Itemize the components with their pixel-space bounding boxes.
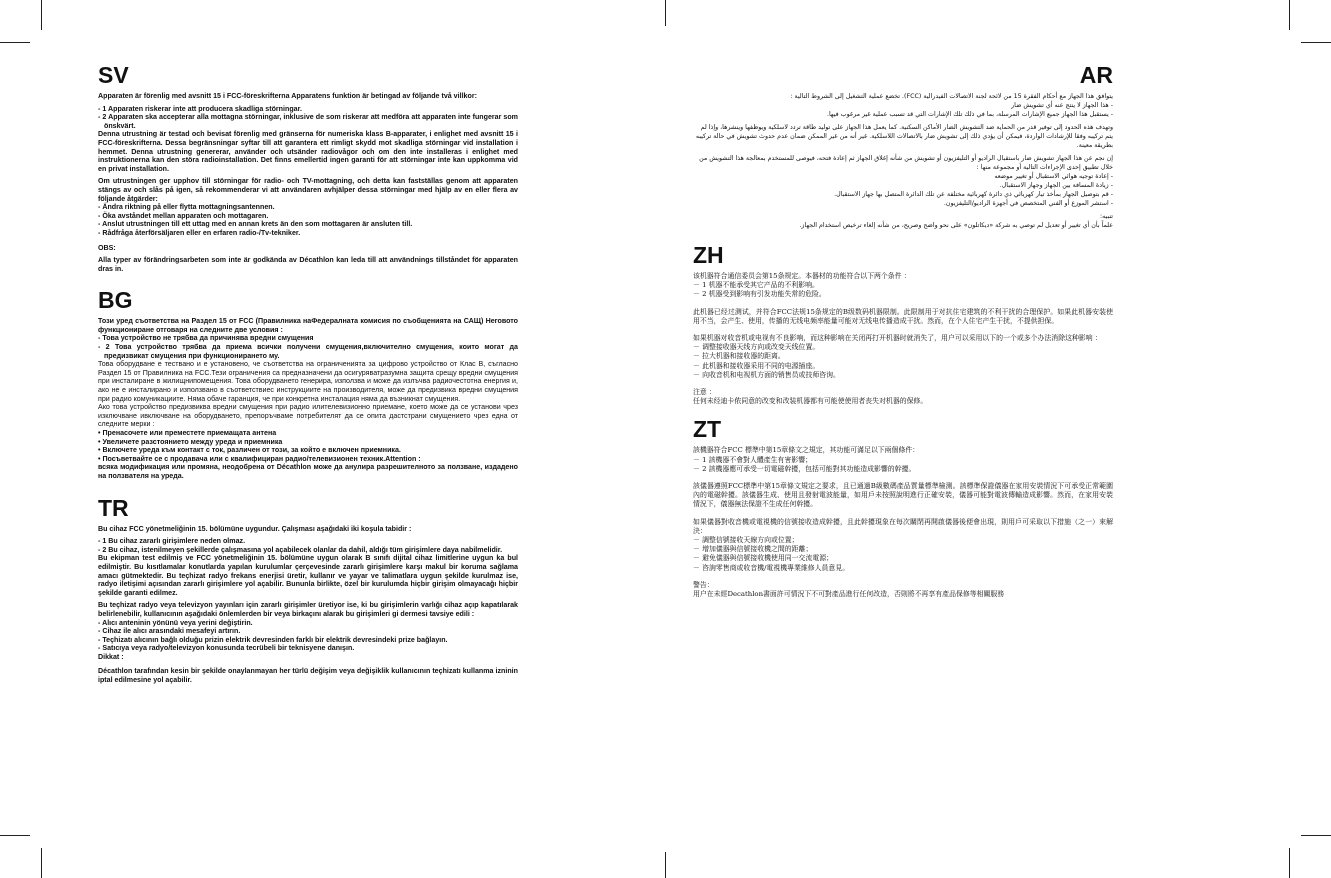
paragraph: Това оборудване е тествано и е установено, че съответства на ограниченията за цифрово устройство от Клас B, съгласно Раздел 15 от Правилника на FCC.Тези ограничения са предназначени да осигуряватразумна защита срещу вредни смущения при инсталиране в жилищнипомещения. Това оборудването генерира, използва и може да излъчва радиочестотна енергия и, ако не е инсталирано и използвано в съответствиес инструкциите на производителя, може да предизвика вредни смущения при радио комуникациите. Няма обаче гаранция, че при конкретна инсталация няма да възникнат смущения.	[98, 360, 518, 403]
paragraph: يتوافق هذا الجهاز مع أحكام الفقرة 15 من لائحة لجنة الاتصالات الفيدرالية (FCC). تخضع عملية التشغيل إلى الشروط التالية :	[790, 93, 1113, 100]
paragraph: علماً بأن أي تغيير أو تعديل لم توصي به شركة «ديكاتلون» على نحو واضح وصريح، من شأنه إلغاء ترخيص استخدام الجهاز.	[799, 222, 1113, 229]
list-item: － 向收音机和电视机方面的销售员或技师咨询。	[693, 370, 840, 379]
section-sv	[98, 62, 518, 273]
list-item: － 1 机器不能承受其它产品的不利影响。	[693, 281, 819, 290]
list-item: - استشر الموزع أو الفني المتخصص في أجهزة الراديو/التليفزيون.	[943, 200, 1113, 207]
list-item: - Ändra riktning på eller flytta mottagningsantennen.	[98, 203, 275, 212]
note-label: 注意 ：	[693, 388, 716, 397]
list-item: - 2 Bu cihaz, istenilmeyen şekillerde çalışmasına yol açabilecek olanlar da dahil, aldığı tüm girişimlere daya nabilmelidir.	[98, 545, 503, 554]
list-item: － 增加儀器與信號接收機之間的距離；	[693, 545, 813, 554]
list-item: － 調整信號接收天線方向或位置；	[693, 536, 799, 545]
section-title: ZT	[693, 416, 722, 443]
left-column	[98, 62, 518, 699]
crop-mark	[1289, 848, 1290, 878]
crop-mark	[41, 848, 42, 878]
crop-mark	[0, 835, 30, 836]
center-fold-mark	[665, 852, 666, 878]
list-item: - 1 Apparaten riskerar inte att producera skadliga störningar.	[98, 104, 302, 113]
note-label: 警告：	[693, 580, 714, 589]
crop-mark	[41, 0, 42, 30]
list-item: - قم بتوصيل الجهاز بمأخذ تيار كهربائي ذي دائرة كهربائية مختلفة عن تلك الدائرة المتصل بها جهاز الاستقبال.	[834, 191, 1113, 198]
list-item: － 1 該機器不會對人體產生有害影響；	[693, 455, 813, 464]
crop-mark	[1289, 0, 1290, 30]
paragraph: 用户在未經Decathlon書面許可情況下不可對產品進行任何改造，否則將不再享有產品保修等相關服務	[693, 590, 1005, 599]
paragraph: 此机器已经过测试，并符合FCC法规15条规定的B级数码机器限制。此限制用于对抗住宅建筑的不利干扰的合理保护。如果此机器安装使用不当，会产生、使用，传播的无线电频率能量可能对无线电传播造成干扰。然而，在个人住宅产生干扰，不提供担保。	[693, 307, 1113, 325]
list-item: － 拉大机器和接收器的距离。	[693, 352, 785, 361]
list-item: • Включете уреда към контакт с ток, различен от този, за който е включен приемника.	[98, 446, 401, 455]
paragraph: Bu teçhizat radyo veya televizyon yayınları için zararlı girişimler üretiyor ise, ki bu girişimlerin varlığı cihaz açıp kapatılarak belirlenebilir, kullanıcının aşağıdaki önlemlerden bir veya birkaçını alarak bu girişimleri gi dermesi tavsiye edili :	[98, 601, 518, 618]
section-zt	[693, 416, 1113, 599]
section-title: ZH	[693, 242, 724, 268]
list-item: － 避免儀器與信號接收機使用同一交流電源；	[693, 554, 834, 563]
note-label: تنبيه:	[1100, 213, 1113, 220]
section-zh	[693, 242, 1113, 406]
list-item: - Това устройство не трябва да причинява вредни смущения	[98, 334, 314, 343]
list-item: - 1 Bu cihaz zararlı girişimlere neden olmaz.	[98, 537, 246, 546]
section-title: AR	[1079, 62, 1113, 88]
list-item: － 2 該機器應可承受一切電磁幹擾，包括可能對其功能造成影響的幹擾。	[693, 464, 916, 473]
section-ar	[693, 62, 1113, 230]
paragraph: 如果儀器對收音機或電視機的信號接收造成幹擾，且此幹擾現象在每次關閉再開啟儀器後便會出現，則用戶可采取以下措施（之一）來解決：	[693, 517, 1113, 535]
list-item: • Пренасочете или преместете приемащата антена	[98, 429, 277, 437]
crop-mark	[0, 42, 30, 43]
paragraph: 该机器符合通信委员会第15条规定。本器材的功能符合以下两个条件 ：	[693, 272, 911, 280]
list-item: - Rådfråga återförsäljaren eller en erfaren radio-/Tv-tekniker.	[98, 228, 301, 237]
list-item: － 调整接收器天线方向或改变天线位置。	[693, 343, 820, 352]
paragraph: 任何未经迪卡侬同意的改变和改装机器都有可能使使用者丧失对机器的保修。	[693, 397, 928, 406]
paragraph: Този уред съответства на Раздел 15 от FCC (Правилника наФедералната комисия по съобщенията на САЩ) Неговото функциониране отговаря на следните две условия :	[98, 317, 518, 334]
section-title: BG	[98, 287, 133, 314]
section-tr	[98, 495, 518, 685]
paragraph: Décathlon tarafından kesin bir şekilde onaylanmayan her türlü değişim veya değişiklik kullanıcının teçhizatı kullanma izninin iptal edilmesine yol açabilir.	[98, 667, 518, 685]
list-item: - 2 Това устройство трябва да приема всички получени смущения,включително смущения, които могат да предизвикат смущения при функционирането му.	[98, 343, 518, 360]
paragraph: Om utrustningen ger upphov till störningar för radio- och TV-mottagning, och detta kan fastställas genom att apparaten stängs av och slås på igen, så rekommenderar vi att användaren avhjälper dessa störningar med hjälp av en eller flera av följande åtgärder:	[98, 177, 518, 203]
list-item: - Alıcı anteninin yönünü veya yerini değiştirin.	[98, 618, 253, 627]
list-item: • Посъветвайте се с продавача или с квалифициран радио/телевизионен техник.Attention :	[98, 454, 421, 463]
list-item: － 此机器和接收器采用不同的电源插座。	[693, 361, 820, 370]
list-item: - يستقبل هذا الجهاز جميع الإشارات المرسلة، بما في ذلك تلك الإشارات التي قد تسبب عملية غير مرغوب فيها.	[826, 111, 1113, 118]
list-item: - Teçhizatı alıcının bağlı olduğu prizin elektrik devresinden farklı bir elektrik devresindeki prize bağlayın.	[98, 635, 448, 644]
list-item: - Satıcıya veya radyo/televizyon konusunda tecrübeli bir teknisyene danışın.	[98, 644, 355, 653]
note-label: OBS:	[98, 243, 116, 252]
paragraph: 該機器符合FCC 標準中第15章條文之規定，其功能可滿足以下兩個條件：	[693, 446, 920, 455]
list-item: - إعادة توجيه هوائي الاستقبال أو تغيير موضعه	[994, 173, 1113, 180]
crop-mark	[1301, 42, 1331, 43]
list-item: － 咨詢零售商或收音機/電視機專業維修人員意見。	[693, 563, 850, 572]
list-item: - هذا الجهاز لا ينتج عنه أي تشويش ضار	[1011, 102, 1113, 109]
center-fold-mark	[665, 0, 666, 26]
section-title: SV	[98, 62, 129, 88]
list-item: - Anslut utrustningen till ett uttag med en annan krets än den som mottagaren är ansluten till.	[98, 220, 413, 229]
list-item: - Öka avståndet mellan apparaten och mottagaren.	[98, 211, 269, 220]
list-item: － 2 机器受到影响有引发功能失常的危险。	[693, 290, 826, 299]
right-column	[693, 62, 1113, 613]
paragraph: Alla typer av förändringsarbeten som inte är godkända av Décathlon kan leda till att användnings tillståndet för apparaten dras in.	[98, 256, 518, 273]
paragraph: وتهدف هذه الحدود إلى توفير قدر من الحماية ضد التشويش الضار الأماكن السكنية. كما يعمل هذا الجهاز على توليد طاقة تردد لاسلكية ويوظفها وينشرها، وإذا لم يتم تركيبه وفقا للإرشادات الواردة، فيمكن أن يؤدي ذلك إلى تشويش ضار بالاتصالات اللاسلكية. غير أنه من غير الممكن ضمان عدم حدوث تشويش في حالة تركيبه بطريقة معينة.	[695, 124, 1113, 149]
paragraph: Apparaten är förenlig med avsnitt 15 i FCC-föreskrifterna Apparatens funktion är betingad av följande två villkor:	[98, 92, 477, 100]
paragraph: Denna utrustning är testad och bevisat förenlig med gränserna för numeriska klass B-apparater, i enlighet med avsnitt 15 i FCC-föreskrifterna. Dessa begränsningar syftar till att garantera ett rimligt skydd mot skadliga störningar vid installation i hemmet. Denna utrustning genererar, använder och utsänder radiovågor och om den inte installeras i enlighet med instruktionerna kan den störa radioinstallation. Det finns emellertid ingen garanti för att störningar inte kan uppkomma vid en privat installation.	[98, 130, 518, 173]
list-item: - Cihaz ile alıcı arasındaki mesafeyi artırın.	[98, 627, 241, 636]
note-label: Dikkat :	[98, 652, 124, 661]
paragraph: Bu ekipman test edilmiş ve FCC yönetmeliğinin 15. bölümüne uygun olarak B sınıfı dijital cihaz limitlerine uygun ka bul edilmiştir. Bu kısıtlamalar konutlarda yapılan kurulumlar çerçevesinde zararlı girişimlere karşı makul bir koruma sağlama amacı gütmektedir. Bu teçhizat radyo frekans enerjisi üretir, kullanır ve yayar ve talimatlara uygun şekilde kurulmaz ise, radyo iletişimi açısından zararlı girişimlere yol açabilir. Bununla birlikte, özel bir kurulumda hiçbir girişim olmayacağı hiçbir şekilde garanti edilmez.	[98, 554, 518, 597]
paragraph: Ако това устройство предизвиква вредни смущения при радио илителевизионно приемане, което може да се установи чрез изключване ивключване на оборудването, препоръчваме потребителят да се опита дастстрани смущението чрез една от следните мерки :	[98, 403, 518, 429]
paragraph: Bu cihaz FCC yönetmeliğinin 15. bölümüne uygundur. Çalışması aşağıdaki iki koşula tabidir :	[98, 524, 412, 533]
list-item: • Увеличете разстоянието между уреда и приемника	[98, 437, 283, 446]
paragraph: 如果机器对收音机或电视有不良影响，而这种影响在关闭再打开机器时就消失了，用户可以采用以下的一个或多个办法消除这种影响 ：	[693, 334, 1102, 343]
paragraph: إن نجم عن هذا الجهاز تشويش ضار باستقبال الراديو أو التليفزيون أو تشويش من شأنه إغلاق الجهاز ثم إعادة فتحه، فيوصى للمستخدم بمعالجة هذا التشويش من خلال تطبيق إحدى الإجراءات التالية أو مجموعة منها :	[699, 155, 1113, 171]
list-item: - 2 Apparaten ska accepterar alla mottagna störningar, inklusive de som riskerar att medföra att apparaten inte fungerar som önskvärt.	[98, 113, 518, 130]
paragraph: всяка модификация или промяна, неодобрена от Décathlon може да анулира разрешителното за ползване, издадено на ползвателя на уреда.	[98, 463, 518, 480]
section-title: TR	[98, 494, 129, 521]
paragraph: 該儀器遵照FCC標準中第15章條文規定之要求，且已通過B級數碼產品質量標準檢測。該標準保證儀器在家用安裝情況下可承受正常範圍內的電磁幹擾。該儀器生成、使用且發射電波能量，如用戶未按照說明進行正確安裝，儀器可能對電波傳輸造成影響。然而，在家用安裝情況下，儀器無法保證不生成任何幹擾。	[693, 482, 1113, 509]
list-item: - زيادة المسافة بين الجهاز وجهاز الاستقبال.	[999, 182, 1113, 189]
section-bg	[98, 287, 518, 480]
crop-mark	[1301, 835, 1331, 836]
